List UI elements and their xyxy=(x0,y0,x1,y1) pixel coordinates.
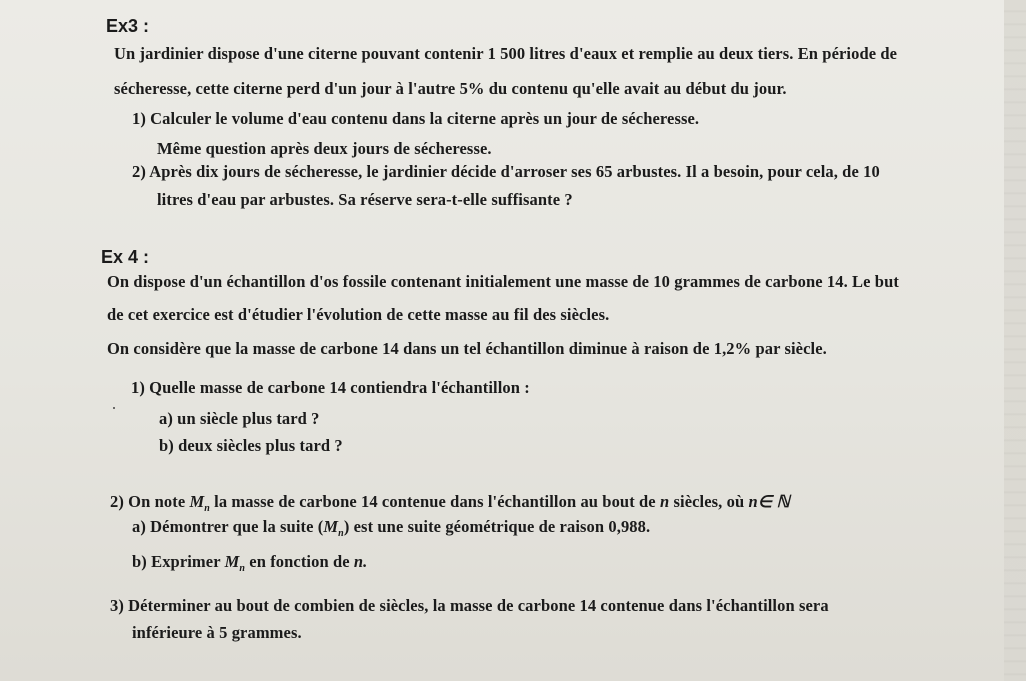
q2a-suffix: ) est une suite géométrique de raison 0,988. xyxy=(343,517,651,536)
q2b-prefix: b) Exprimer xyxy=(132,552,221,571)
ex4-title: Ex 4 : xyxy=(101,247,150,267)
ex4-question-2a xyxy=(132,517,650,539)
ex4-question-3-line-1: 3) Déterminer au bout de combien de siècles, la masse de carbone 14 contenue dans l'échantillon sera xyxy=(110,596,829,615)
ex4-intro-line-2: de cet exercice est d'étudier l'évolution de cette masse au fil des siècles. xyxy=(107,305,610,324)
q2b-n: n. xyxy=(353,552,368,571)
ex4-question-1: 1) Quelle masse de carbone 14 contiendra l'échantillon : xyxy=(131,378,530,397)
ex3-question-2-line-1: 2) Après dix jours de sécheresse, le jardinier décide d'arroser ses 65 arbustes. Il a besoin, pour cela, de 10 xyxy=(132,162,880,181)
ex3-question-1: 1) Calculer le volume d'eau contenu dans la citerne après un jour de sécheresse. xyxy=(132,109,700,128)
ex3-intro-line-1: Un jardinier dispose d'une citerne pouvant contenir 1 500 litres d'eaux et remplie au deux tiers. En période de xyxy=(114,44,898,63)
q2-var-m xyxy=(189,492,210,514)
q2-set: n∈ ℕ xyxy=(748,492,790,511)
ex4-question-2b xyxy=(132,552,367,574)
q2b-middle: en fonction de xyxy=(249,552,350,571)
ex4-question-3-line-2: inférieure à 5 grammes. xyxy=(132,623,302,642)
ex4-intro-line-1: On dispose d'un échantillon d'os fossile contenant initialement une masse de 10 grammes de carbone 14. Le but xyxy=(107,272,899,291)
q2-middle: la masse de carbone 14 contenue dans l'échantillon au bout de xyxy=(214,492,656,511)
q2-suffix: siècles, où xyxy=(673,492,745,511)
ex4-question-2 xyxy=(110,492,790,514)
q2b-var-m xyxy=(224,552,246,574)
stray-mark xyxy=(113,407,115,409)
q2b-var-letter: M xyxy=(224,552,240,571)
q2-var-letter: M xyxy=(189,492,205,511)
q2-n: n xyxy=(659,492,670,511)
ex4-intro-line-3: On considère que la masse de carbone 14 dans un tel échantillon diminue à raison de 1,2% par siècle. xyxy=(107,339,827,358)
q2a-var-letter: M xyxy=(323,517,339,536)
q2-var-subscript: n xyxy=(204,503,210,514)
ex3-question-1-followup: Même question après deux jours de sécheresse. xyxy=(157,139,492,158)
ex4-question-1b: b) deux siècles plus tard ? xyxy=(159,436,343,455)
q2a-var-m xyxy=(323,517,344,539)
q2a-var-subscript: n xyxy=(338,528,344,539)
ex4-question-1a: a) un siècle plus tard ? xyxy=(159,409,320,428)
q2a-prefix: a) Démontrer que la suite ( xyxy=(132,517,324,536)
ex3-question-2-line-2: litres d'eau par arbustes. Sa réserve sera-t-elle suffisante ? xyxy=(157,190,573,209)
page-edge-shadow xyxy=(1004,0,1026,681)
ex3-title: Ex3 : xyxy=(106,16,150,36)
q2b-var-subscript: n xyxy=(239,563,246,574)
q2-prefix: 2) On note xyxy=(110,492,186,511)
ex3-intro-line-2: sécheresse, cette citerne perd d'un jour à l'autre 5% du contenu qu'elle avait au début du jour. xyxy=(114,79,787,98)
